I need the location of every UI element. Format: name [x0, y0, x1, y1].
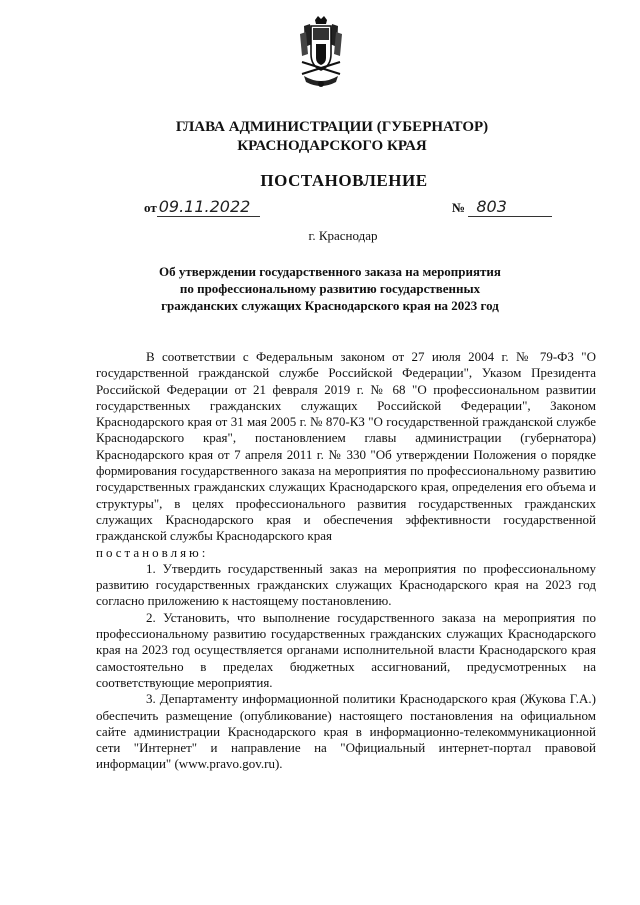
document-number — [452, 198, 552, 217]
document-type-label: ПОСТАНОВЛЕНИЕ — [260, 171, 428, 190]
document-date — [144, 198, 260, 217]
date-handwritten: 09.11.2022 — [157, 198, 261, 217]
date-prefix: от — [144, 200, 157, 215]
title-line-2: по профессиональному развитию государственных — [179, 281, 481, 296]
clause-2-paragraph: 2. Установить, что выполнение государственного заказа на мероприятия по профессиональному развитию государственных гражданских служащих Краснодарского края на 2023 год осуществляется органами исполнительной власти Краснодарского края самостоятельно в пределах бюджетных ассигнований, предусмотренных на соответствующие мероприятия. — [96, 609, 596, 690]
authority-line-2: КРАСНОДАРСКОГО КРАЯ — [237, 138, 427, 154]
document-title — [100, 263, 560, 314]
decree-word: постановляю: — [96, 544, 209, 560]
issuing-authority — [0, 118, 640, 156]
number-prefix: № — [452, 200, 466, 215]
clause-1-paragraph: 1. Утвердить государственный заказ на мероприятия по профессиональному развитию государственных гражданских служащих Краснодарского края на 2023 год согласно приложению к настоящему постановлению. — [96, 560, 596, 609]
title-line-1: Об утверждении государственного заказа на мероприятия — [159, 264, 501, 279]
document-body — [96, 349, 596, 773]
clause-3-paragraph: 3. Департаменту информационной политики Краснодарского края (Жукова Г.А.) обеспечить размещение (опубликование) настоящего постановления на официальном сайте администрации Краснодарского края в информационно-телекоммуникационной сети "Интернет" и направление на "Официальный интернет-портал правовой информации" (www.pravo.gov.ru). — [96, 691, 596, 772]
krasnodar-krai-coat-of-arms-icon — [296, 14, 346, 92]
document-type — [0, 171, 640, 191]
preamble-paragraph: В соответствии с Федеральным законом от 27 июля 2004 г. № 79-ФЗ "О государственной гражданской службе Российской Федерации", Указом Президента Российской Федерации от 21 февраля 2019 г. № 68 "О профессиональном развитии государственных гражданских служащих Российской Федерации", Законом Краснодарского края от 31 мая 2005 г. № 870-КЗ "О государственной гражданской службе Краснодарского края", постановлением главы администрации (губернатора) Краснодарского края от 7 апреля 2011 г. № 330 "Об утверждении Положения о порядке формирования государственного заказа на мероприятия по профессиональному развитию государственных гражданских служащих Краснодарского края, определения его объема и структуры", в целях профессионального развития государственных гражданских служащих Краснодарского края и обеспечения эффективности государственной гражданской службы Краснодарского края — [96, 349, 596, 544]
city-line — [0, 228, 640, 244]
authority-line-1: ГЛАВА АДМИНИСТРАЦИИ (ГУБЕРНАТОР) — [175, 119, 489, 135]
city-name: г. Краснодар — [308, 228, 378, 243]
title-line-3: гражданских служащих Краснодарского края на 2023 год — [161, 298, 499, 313]
number-handwritten: 803 — [468, 198, 552, 217]
